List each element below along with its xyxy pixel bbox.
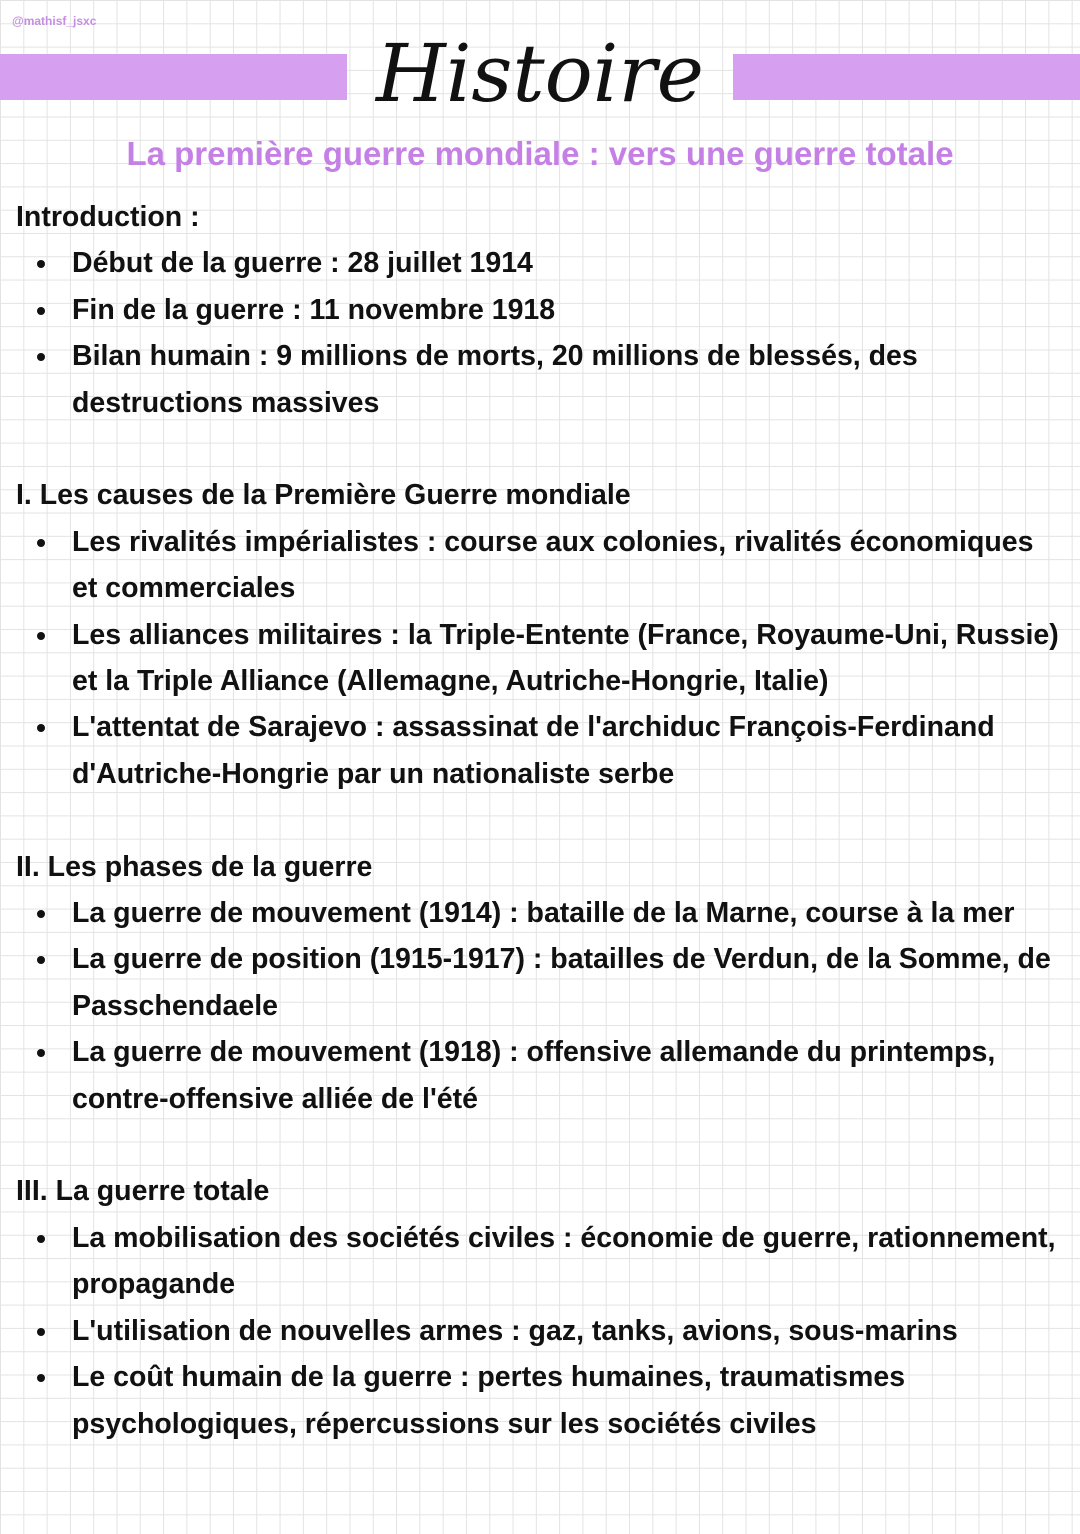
page-subtitle: La première guerre mondiale : vers une guerre totale: [126, 135, 954, 172]
bullet-item: Fin de la guerre : 11 novembre 1918: [16, 287, 1066, 333]
author-watermark: @mathisf_jsxc: [12, 14, 97, 28]
notes-content: [16, 194, 1066, 1447]
bullet-item: La guerre de mouvement (1918) : offensive allemande du printemps, contre-offensive alliée de l'été: [16, 1029, 1066, 1122]
bullet-item: L'utilisation de nouvelles armes : gaz, tanks, avions, sous-marins: [16, 1308, 1066, 1354]
page-title: Histoire: [376, 27, 704, 120]
bullet-list: [16, 1215, 1066, 1447]
spacer: [16, 426, 1066, 472]
section-causes: [16, 472, 1066, 797]
bullet-item: La guerre de mouvement (1914) : bataille de la Marne, course à la mer: [16, 890, 1066, 936]
section-introduction: [16, 194, 1066, 426]
section-heading: III. La guerre totale: [16, 1175, 270, 1208]
bullet-item: Les rivalités impérialistes : course aux colonies, rivalités économiques et commerciales: [16, 519, 1066, 612]
bullet-item: Le coût humain de la guerre : pertes humaines, traumatismes psychologiques, répercussions sur les sociétés civiles: [16, 1354, 1066, 1447]
bullet-item: Début de la guerre : 28 juillet 1914: [16, 240, 1066, 286]
bullet-item: Bilan humain : 9 millions de morts, 20 millions de blessés, des destructions massives: [16, 333, 1066, 426]
section-total-war: [16, 1168, 1066, 1446]
section-heading: Introduction :: [16, 201, 200, 233]
bullet-item: La guerre de position (1915-1917) : batailles de Verdun, de la Somme, de Passchendaele: [16, 936, 1066, 1029]
spacer: [16, 797, 1066, 843]
section-phases: [16, 844, 1066, 1122]
bullet-item: Les alliances militaires : la Triple-Entente (France, Royaume-Uni, Russie) et la Triple Alliance (Allemagne, Autriche-Hongrie, Italie): [16, 612, 1066, 705]
section-heading: I. Les causes de la Première Guerre mondiale: [16, 479, 631, 512]
bullet-list: [16, 890, 1066, 1122]
bullet-list: [16, 519, 1066, 797]
spacer: [16, 1122, 1066, 1168]
section-heading: II. Les phases de la guerre: [16, 850, 373, 883]
bullet-item: L'attentat de Sarajevo : assassinat de l'archiduc François-Ferdinand d'Autriche-Hongrie par un nationaliste serbe: [16, 704, 1066, 797]
bullet-list: [16, 240, 1066, 426]
bullet-item: La mobilisation des sociétés civiles : économie de guerre, rationnement, propagande: [16, 1215, 1066, 1308]
